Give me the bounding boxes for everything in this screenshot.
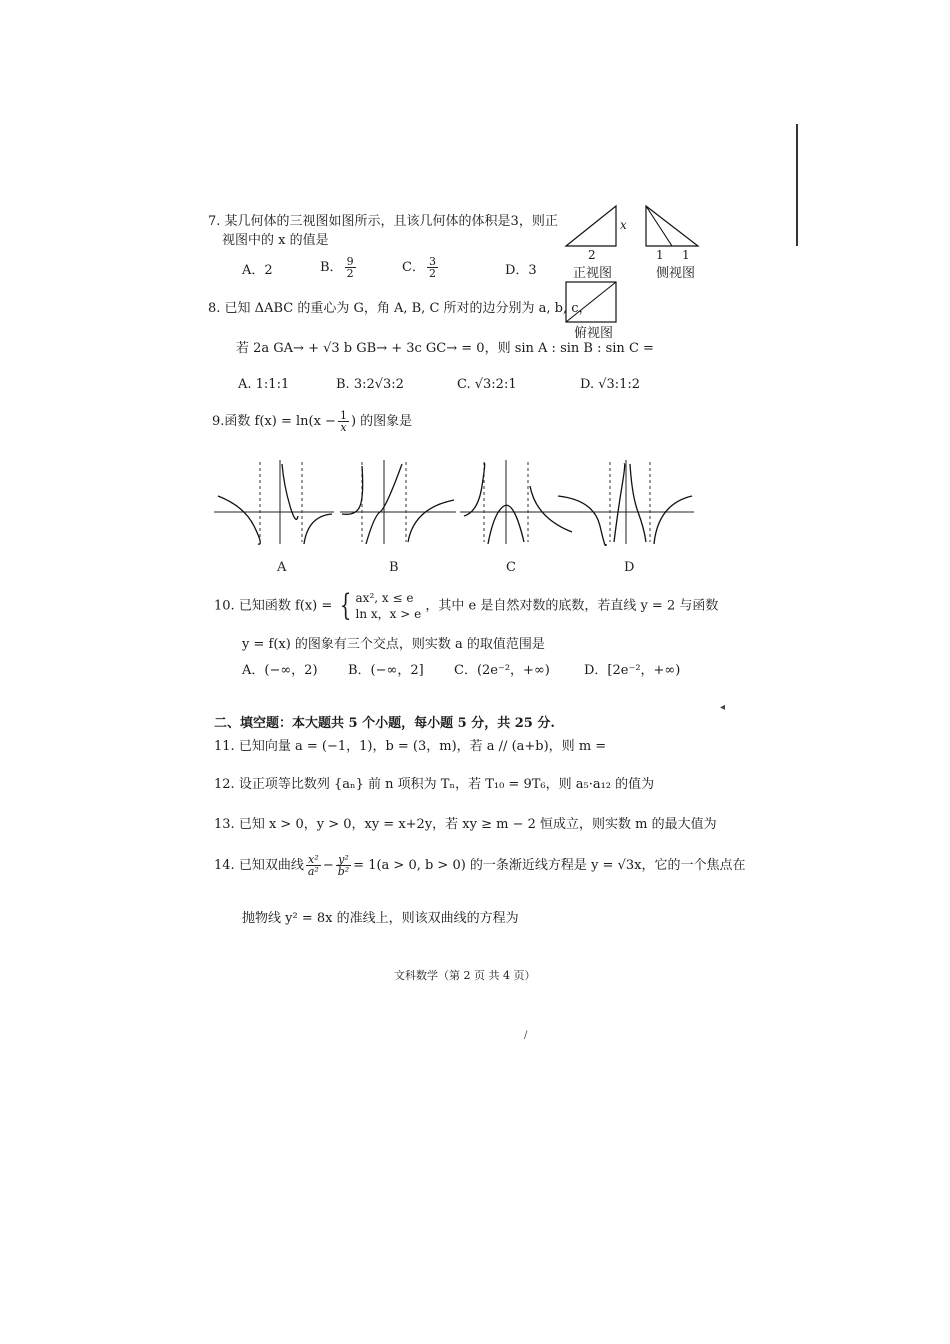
q9-text-post: ) 的图象是 [350,414,413,429]
frac-den: a² [307,865,319,878]
q7-line2: 视图中的 x 的值是 [222,233,329,248]
graph-d-label: D [624,560,635,575]
frac-num: 9 [346,255,354,268]
q14-text-post: = 1(a > 0, b > 0) 的一条渐近线方程是 y = √3x，它的一个焦点在 [353,858,746,873]
q13-line [214,816,717,834]
q14-text-pre: 已知双曲线 [238,858,304,873]
q9-text-pre: 函数 f(x) = ln(x − [224,414,336,429]
q7-option-c-frac [427,256,438,279]
top-view-caption: 俯视图 [574,326,614,341]
q8-option-c: C. √3:2:1 [457,377,517,392]
side-view-triangle [646,206,698,246]
q10-line1 [214,590,718,622]
q10-text-post: ，其中 e 是自然对数的底数，若直线 y = 2 与函数 [425,598,719,614]
graph-d-curve-mid-right [630,464,646,542]
q14-number: 14. [214,858,235,873]
side-view-inner-line [646,206,672,246]
graph-a [214,456,338,546]
section-2-title: 二、填空题：本大题共 5 个小题，每小题 5 分，共 25 分. [214,716,555,731]
q7-option-a: A．2 [242,263,273,278]
q14-minus: − [322,858,334,873]
graph-a-curve-left [218,496,260,544]
graph-b-curve-left [342,466,363,514]
graph-d-curve-left [558,496,606,546]
q10-option-a: A．(−∞，2) [242,663,318,678]
frac-num: y² [336,854,351,866]
q8-option-a: A. 1:1:1 [238,377,290,392]
q10-piecewise [356,590,422,622]
q10-number: 10. [214,598,235,614]
q11-number: 11. [214,739,235,754]
q7-option-d: D．3 [505,263,537,278]
q7-option-b [320,256,358,279]
q13-number: 13. [214,817,235,832]
graph-d-curve-mid-left [614,464,625,542]
frac-num: 1 [339,409,347,422]
q10-option-b: B．(−∞，2] [348,663,424,678]
q7-option-b-frac [345,256,356,279]
frac-den: 2 [428,267,436,280]
side-view-caption: 侧视图 [656,266,696,281]
graph-b [340,456,458,546]
frac-den: 2 [346,267,354,280]
q7-text-1: 某几何体的三视图如图所示，且该几何体的体积是3，则正 [224,214,558,229]
q7-option-c [402,256,440,279]
scan-edge-line [796,124,798,246]
q12-line [214,776,654,794]
front-view-caption: 正视图 [573,266,613,281]
frac-den: b² [337,865,350,878]
q10-brace: { [340,588,352,623]
q12-number: 12. [214,777,235,792]
q10-case-2: ln x，x > e [355,607,422,621]
graph-d-curve-right [654,496,692,544]
q9-number: 9. [212,414,225,429]
graph-c-curve-left [464,463,485,516]
front-view-dim: 2 [588,248,596,262]
front-view-x-label: x [620,218,627,232]
q8-text-1: 已知 ΔABC 的重心为 G，角 A, B, C 所对的边分别为 a, b, c， [224,301,592,316]
q10-text-pre: 已知函数 f(x) = [238,598,333,614]
page-footer: 文科数学（第 2 页 共 4 页） [394,969,536,982]
frac-num: x² [306,854,321,866]
q7-number: 7. [208,214,221,229]
q10-option-c: C．(2e⁻²，+∞) [454,663,550,678]
front-view-triangle [566,206,616,246]
q8-option-d: D. √3:1:2 [580,377,641,392]
graph-b-label: B [389,560,399,575]
q7-line1 [208,213,558,231]
q9-line [212,410,412,433]
q14-line2: 抛物线 y² = 8x 的准线上，则该双曲线的方程为 [242,911,519,926]
graph-b-curve-right [408,500,454,542]
stray-dot-icon: / [524,1030,528,1041]
q11-line [214,738,606,756]
q14-frac-x [306,854,321,877]
q11-text: 已知向量 a = (−1，1)，b = (3，m)，若 a // (a+b)，则 m = [238,739,607,754]
side-view-dim-2: 1 [682,248,690,262]
q14-frac-y [336,854,351,877]
graph-a-label: A [277,560,287,575]
graph-c-label: C [506,560,516,575]
q13-text: 已知 x > 0，y > 0，xy = x+2y，若 xy ≥ m − 2 恒成立，则实数 m 的最大值为 [238,817,717,832]
frac-den: x [340,421,347,434]
q7-option-c-letter: C． [402,260,425,275]
frac-num: 3 [428,255,436,268]
q7-option-b-letter: B． [320,260,343,275]
stray-mark-icon: ◂ [720,702,726,713]
q14-line1 [214,854,745,877]
graph-d [556,456,696,546]
q10-option-d: D．[2e⁻²，+∞) [584,663,681,678]
q8-line1 [208,300,592,318]
graph-a-curve-right [304,514,332,544]
q10-line2: y = f(x) 的图象有三个交点，则实数 a 的取值范围是 [242,637,545,652]
side-view-dim-1: 1 [656,248,664,262]
q9-frac [338,410,349,433]
q10-case-1: ax², x ≤ e [355,591,414,605]
q12-text: 设正项等比数列 {aₙ} 前 n 项积为 Tₙ，若 T₁₀ = 9T₆，则 a₅·a₁₂ 的值为 [238,777,655,792]
q8-option-b: B. 3:2√3:2 [336,377,404,392]
q8-number: 8. [208,301,221,316]
graph-a-curve-mid [282,464,298,519]
q8-line2: 若 2a GA→ + √3 b GB→ + 3c GC→ = 0，则 sin A : sin B : sin C = [236,341,654,356]
